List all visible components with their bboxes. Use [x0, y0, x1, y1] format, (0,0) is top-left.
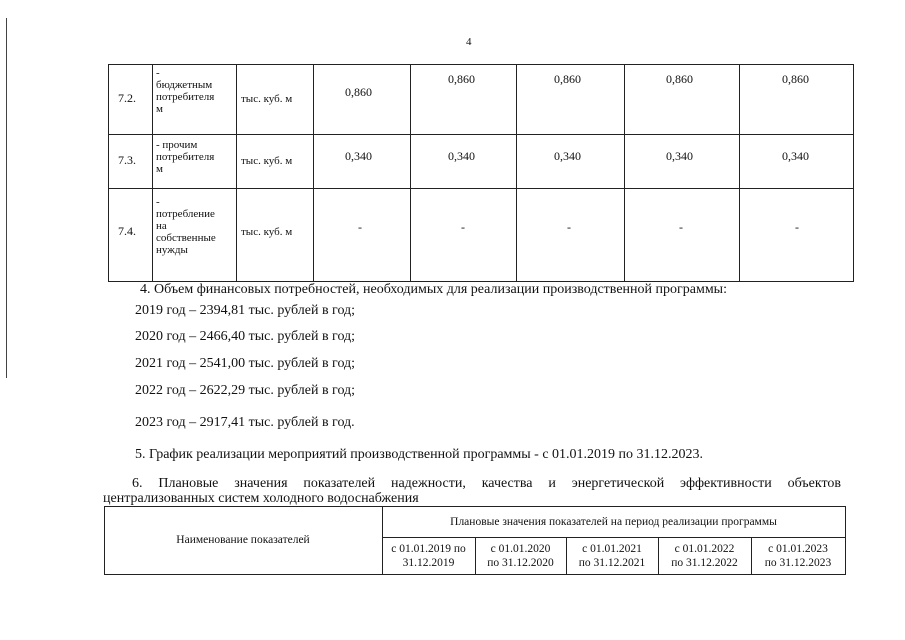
section-5-heading: 5. График реализации мероприятий производственной программы - с 01.01.2019 по 31.12.2023. — [135, 447, 704, 462]
period-header: с 01.01.2021 по 31.12.2021 — [578, 543, 646, 569]
row-value: 0,340 — [782, 149, 809, 163]
row-value: - — [358, 220, 362, 234]
row-value: - — [795, 220, 799, 234]
row-unit: тыс. куб. м — [241, 155, 293, 167]
row-value: 0,860 — [782, 72, 809, 86]
period-header: с 01.01.2023 по 31.12.2023 — [764, 543, 832, 569]
row-value: 0,860 — [345, 85, 372, 99]
section-6-heading-cont: централизованных систем холодного водоснабжения — [103, 491, 419, 506]
finance-line: 2023 год – 2917,41 тыс. рублей в год. — [135, 415, 355, 430]
row-value: 0,860 — [666, 72, 693, 86]
period-header: с 01.01.2020 по 31.12.2020 — [487, 543, 554, 569]
section-4-heading: 4. Объем финансовых потребностей, необходимых для реализации производственной программы: — [140, 282, 727, 297]
row-value: 0,860 — [448, 72, 475, 86]
page-number: 4 — [466, 36, 472, 48]
period-header: с 01.01.2019 по 31.12.2019 — [391, 543, 466, 569]
row-name: - бюджетным потребителя м — [156, 67, 215, 115]
section-6-heading: 6. Плановые значения показателей надежности, качества и энергетической эффективности объектов — [132, 476, 841, 491]
period-header: с 01.01.2022 по 31.12.2022 — [671, 543, 738, 569]
row-value: 0,340 — [448, 149, 475, 163]
row-value: - — [679, 220, 683, 234]
row-id: 7.4. — [118, 224, 136, 238]
plan-header: Плановые значения показателей на период реализации программы — [450, 516, 777, 528]
row-name: - потребление на собственные нужды — [156, 196, 216, 256]
page-edge-line — [6, 18, 7, 378]
row-id: 7.2. — [118, 91, 136, 105]
finance-line: 2022 год – 2622,29 тыс. рублей в год; — [135, 383, 356, 398]
row-unit: тыс. куб. м — [241, 226, 293, 238]
row-value: 0,340 — [554, 149, 581, 163]
row-unit: тыс. куб. м — [241, 93, 293, 105]
finance-line: 2021 год – 2541,00 тыс. рублей в год; — [135, 356, 356, 371]
name-header: Наименование показателей — [176, 534, 310, 546]
row-value: - — [567, 220, 571, 234]
row-name: - прочим потребителя м — [156, 139, 215, 175]
row-value: - — [461, 220, 465, 234]
row-value: 0,860 — [554, 72, 581, 86]
row-value: 0,340 — [345, 149, 372, 163]
finance-line: 2020 год – 2466,40 тыс. рублей в год; — [135, 329, 356, 344]
row-value: 0,340 — [666, 149, 693, 163]
finance-line: 2019 год – 2394,81 тыс. рублей в год; — [135, 303, 356, 318]
row-id: 7.3. — [118, 153, 136, 167]
